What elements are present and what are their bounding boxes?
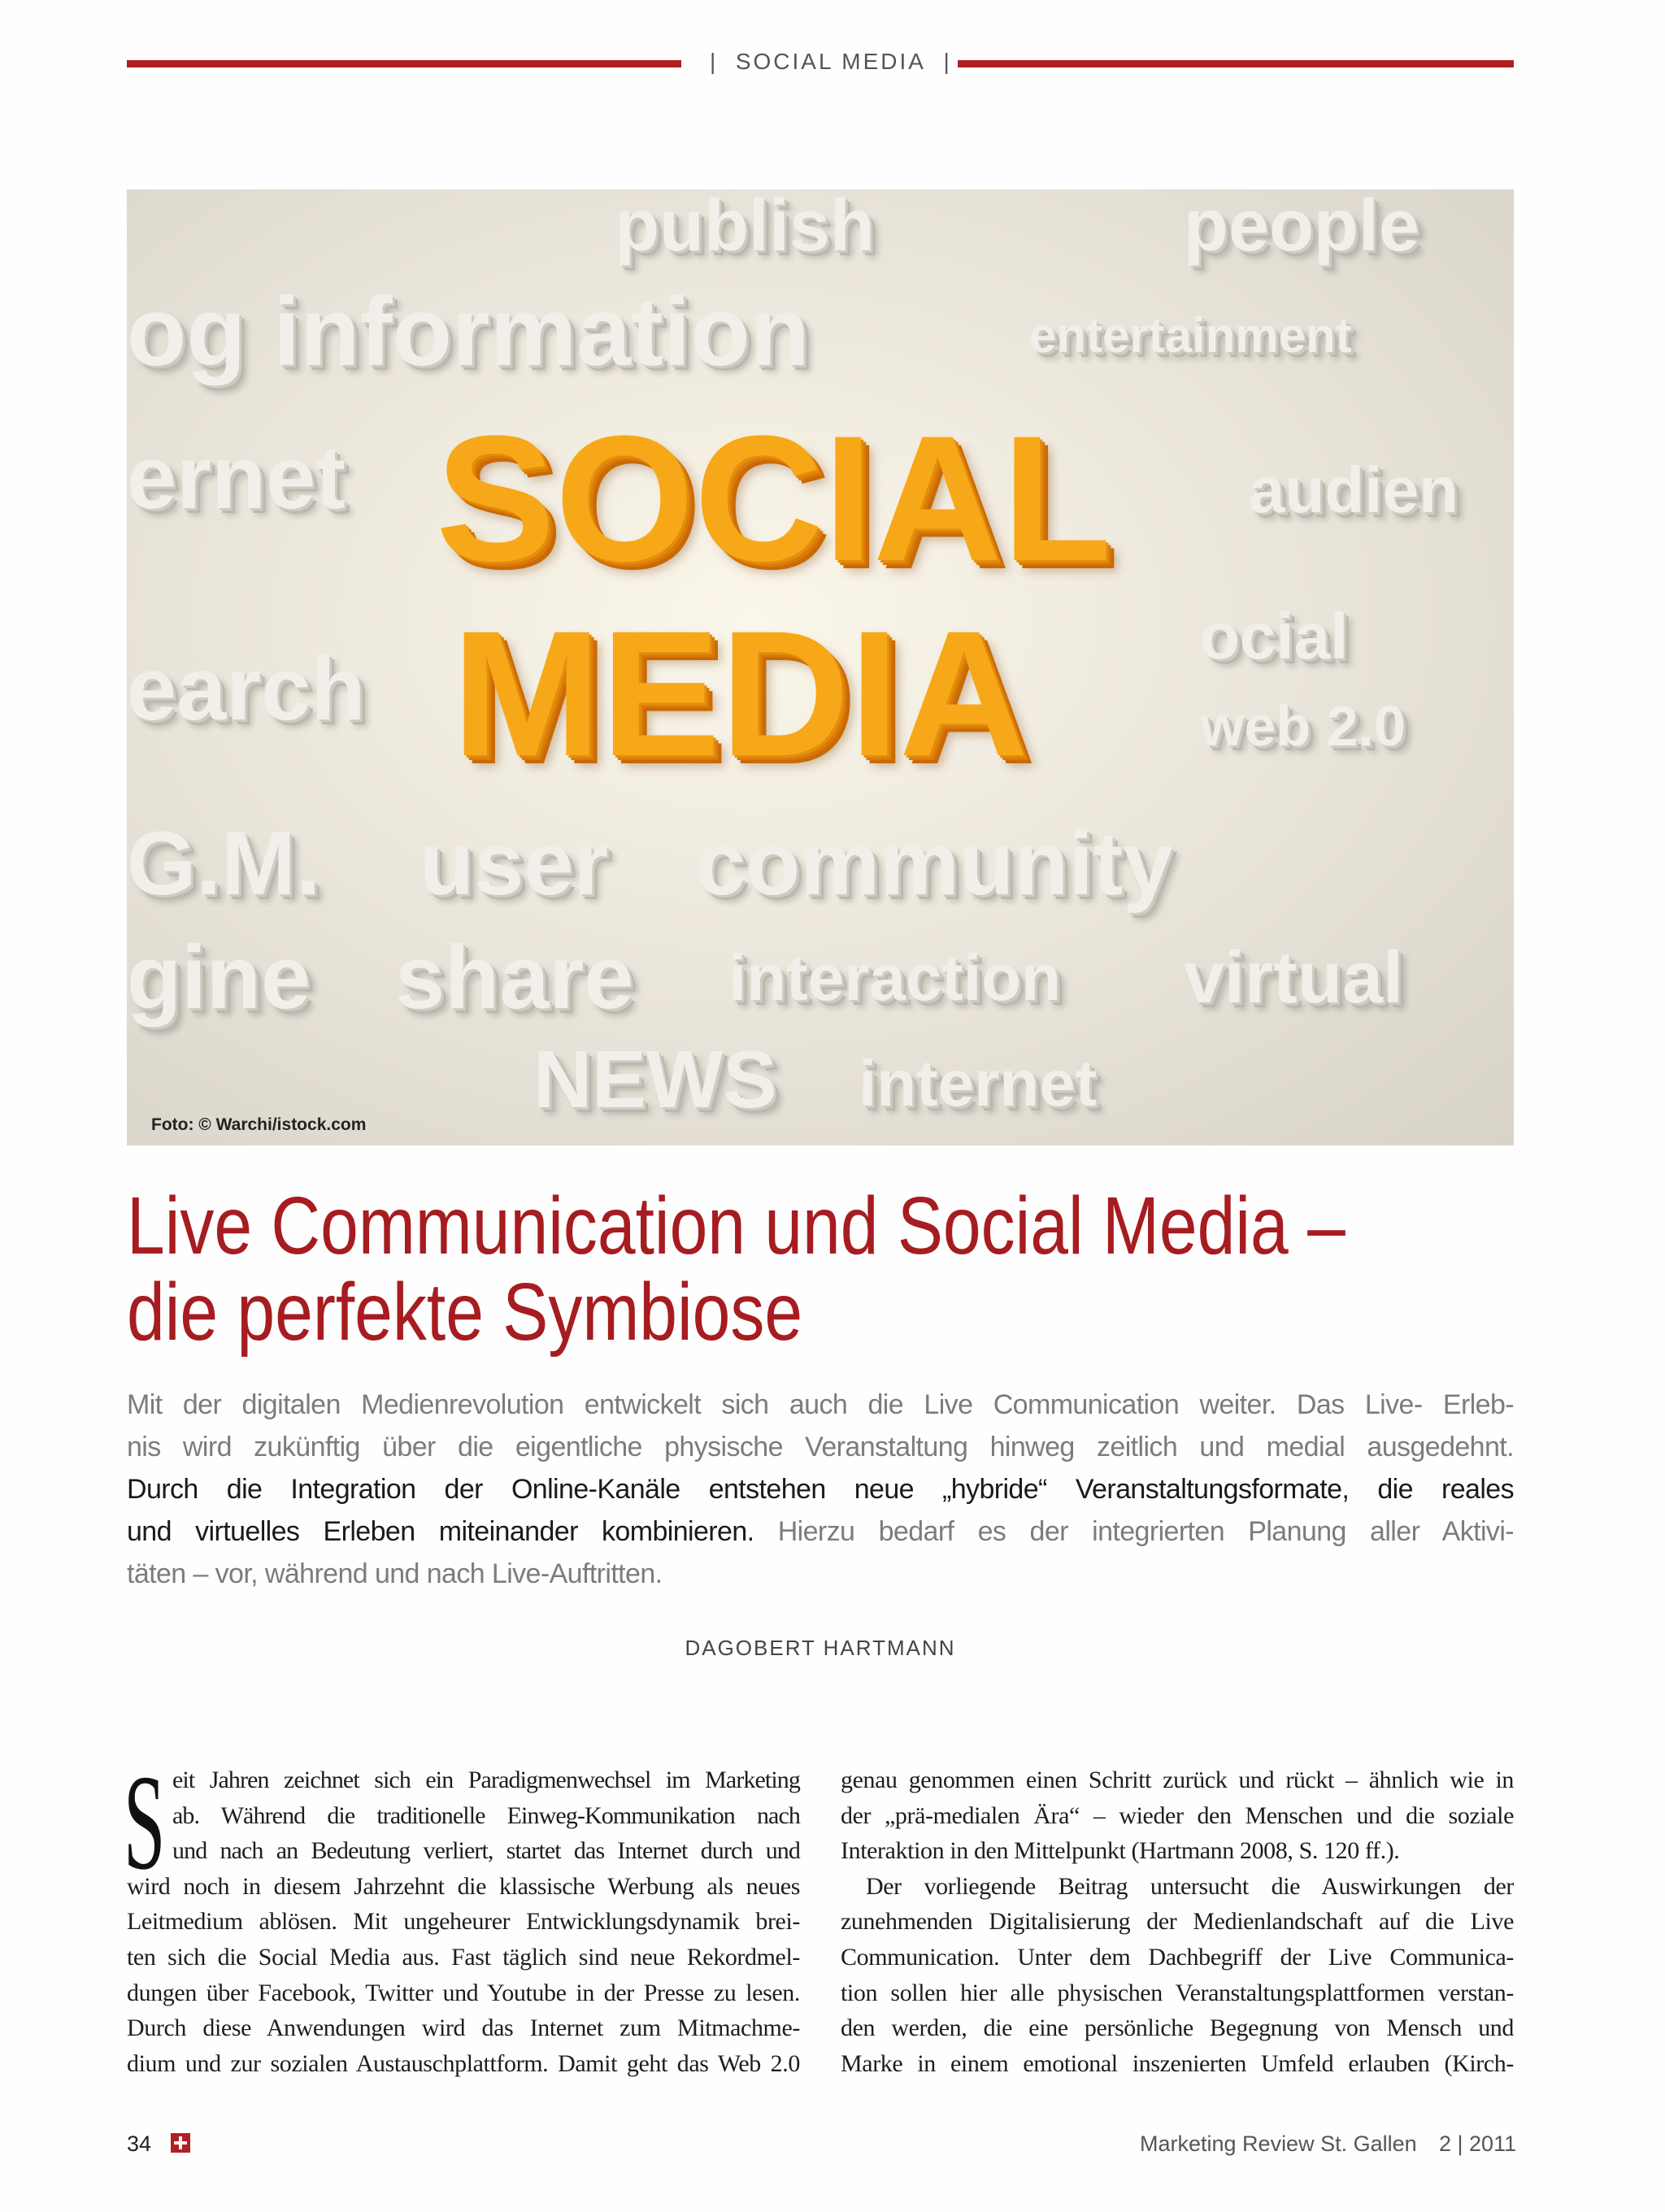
body-line: Durch diese Anwendungen wird das Internet zum Mitmachme-	[127, 2014, 800, 2042]
image-word: G.M.	[127, 814, 321, 914]
image-word: audien	[1249, 454, 1459, 526]
image-word: internet	[859, 1047, 1098, 1119]
image-word: gine	[127, 928, 311, 1028]
separator: |	[943, 49, 952, 74]
image-word: interaction	[728, 941, 1061, 1014]
body-line: zunehmenden Digitalisierung der Medienlandschaft auf die Live	[841, 1908, 1514, 1936]
image-word: web 2.0	[1200, 694, 1406, 758]
lead-line: täten – vor, während und nach Live-Auftritten.	[127, 1558, 663, 1589]
body-line: dium und zur sozialen Austauschplattform. Damit geht das Web 2.0	[127, 2049, 800, 2077]
hero-image	[127, 189, 1514, 1145]
section-title: SOCIAL MEDIA	[735, 49, 926, 74]
body-line: tion sollen hier alle physischen Veranstaltungsplattformen verstan-	[841, 1979, 1514, 2006]
body-column-left	[124, 1747, 800, 2081]
body-line: wird noch in diesem Jahrzehnt die klassische Werbung als neues	[127, 1872, 800, 1900]
body-line: eit Jahren zeichnet sich ein Paradigmenwechsel im Marketing	[172, 1767, 800, 1793]
image-word: entertainment	[1029, 308, 1352, 363]
body-line: Der vorliegende Beitrag untersucht die Auswirkungen der	[866, 1872, 1514, 1900]
image-word: earch	[127, 639, 366, 739]
header-rule-left	[127, 60, 681, 67]
body-line: Marke in einem emotional inszenierten Umfeld erlauben (Kirch-	[841, 2049, 1514, 2077]
lead-emphasis: und virtuelles Erleben miteinander kombinieren.	[127, 1516, 754, 1547]
image-word: ernet	[127, 428, 346, 528]
body-line: ab. Während die traditionelle Einweg-Kommunikation nach	[172, 1801, 800, 1829]
body-line: und nach an Bedeutung verliert, startet das Internet durch und	[172, 1837, 800, 1865]
body-line: ten sich die Social Media aus. Fast täglich sind neue Rekordmel-	[127, 1943, 800, 1971]
journal-name: Marketing Review St. Gallen	[1140, 2132, 1417, 2156]
image-word: virtual	[1184, 937, 1404, 1019]
image-word-media: MEDIA	[452, 593, 1028, 793]
body-line: genau genommen einen Schritt zurück und rückt – ähnlich wie in	[841, 1767, 1514, 1793]
title-line: die perfekte Symbiose	[127, 1267, 803, 1358]
lead-text: Hierzu bedarf es der integrierten Planung aller Aktivi-	[754, 1516, 1514, 1547]
image-word: ocial	[1200, 600, 1349, 672]
body-line: den werden, die eine persönliche Begegnung von Mensch und	[841, 2014, 1514, 2042]
body-line: Interaktion in den Mittelpunkt (Hartmann 2008, S. 120 ff.).	[841, 1837, 1400, 1865]
body-line: Communication. Unter dem Dachbegriff der Live Communica-	[841, 1943, 1514, 1971]
swiss-cross-icon	[171, 2133, 190, 2153]
lead-line	[127, 1510, 1514, 1553]
body-line: der „prä-medialen Ära“ – wieder den Menschen und die soziale	[841, 1801, 1514, 1829]
body-line: dungen über Facebook, Twitter und Youtube in der Presse zu lesen.	[127, 1979, 800, 2006]
section-label	[710, 49, 952, 75]
separator: |	[710, 49, 719, 74]
lead-line-emphasis: Durch die Integration der Online-Kanäle entstehen neue „hybride“ Veranstaltungsformate, die reales	[127, 1474, 1514, 1505]
image-word: community	[696, 814, 1173, 914]
drop-cap: S	[124, 1747, 166, 1898]
image-word: NEWS	[533, 1034, 777, 1125]
author-byline: DAGOBERT HARTMANN	[685, 1636, 956, 1660]
image-word-social: SOCIAL	[436, 398, 1112, 598]
article-lead	[127, 1384, 1514, 1595]
body-column-right	[841, 1762, 1514, 2081]
body-line: Leitmedium ablösen. Mit ungeheurer Entwicklungsdynamik brei-	[127, 1908, 800, 1936]
image-word: publish	[615, 189, 875, 267]
issue-number: 2 | 2011	[1439, 2132, 1517, 2156]
lead-line: Mit der digitalen Medienrevolution entwickelt sich auch die Live Communication weiter. Das Live- Erleb-	[127, 1389, 1514, 1420]
article-title	[127, 1180, 1345, 1358]
image-word: people	[1184, 189, 1420, 267]
page-number: 34	[127, 2132, 152, 2156]
image-word: user	[420, 814, 609, 914]
image-word: og information	[127, 277, 810, 386]
lead-line: nis wird zukünftig über die eigentliche physische Veranstaltung hinweg zeitlich und medial ausgedehnt.	[127, 1432, 1514, 1462]
image-word: share	[395, 928, 634, 1028]
photo-credit: Foto: © Warchi/istock.com	[151, 1115, 367, 1134]
header-rule-right	[958, 60, 1514, 67]
title-line: Live Communication und Social Media –	[127, 1180, 1345, 1271]
